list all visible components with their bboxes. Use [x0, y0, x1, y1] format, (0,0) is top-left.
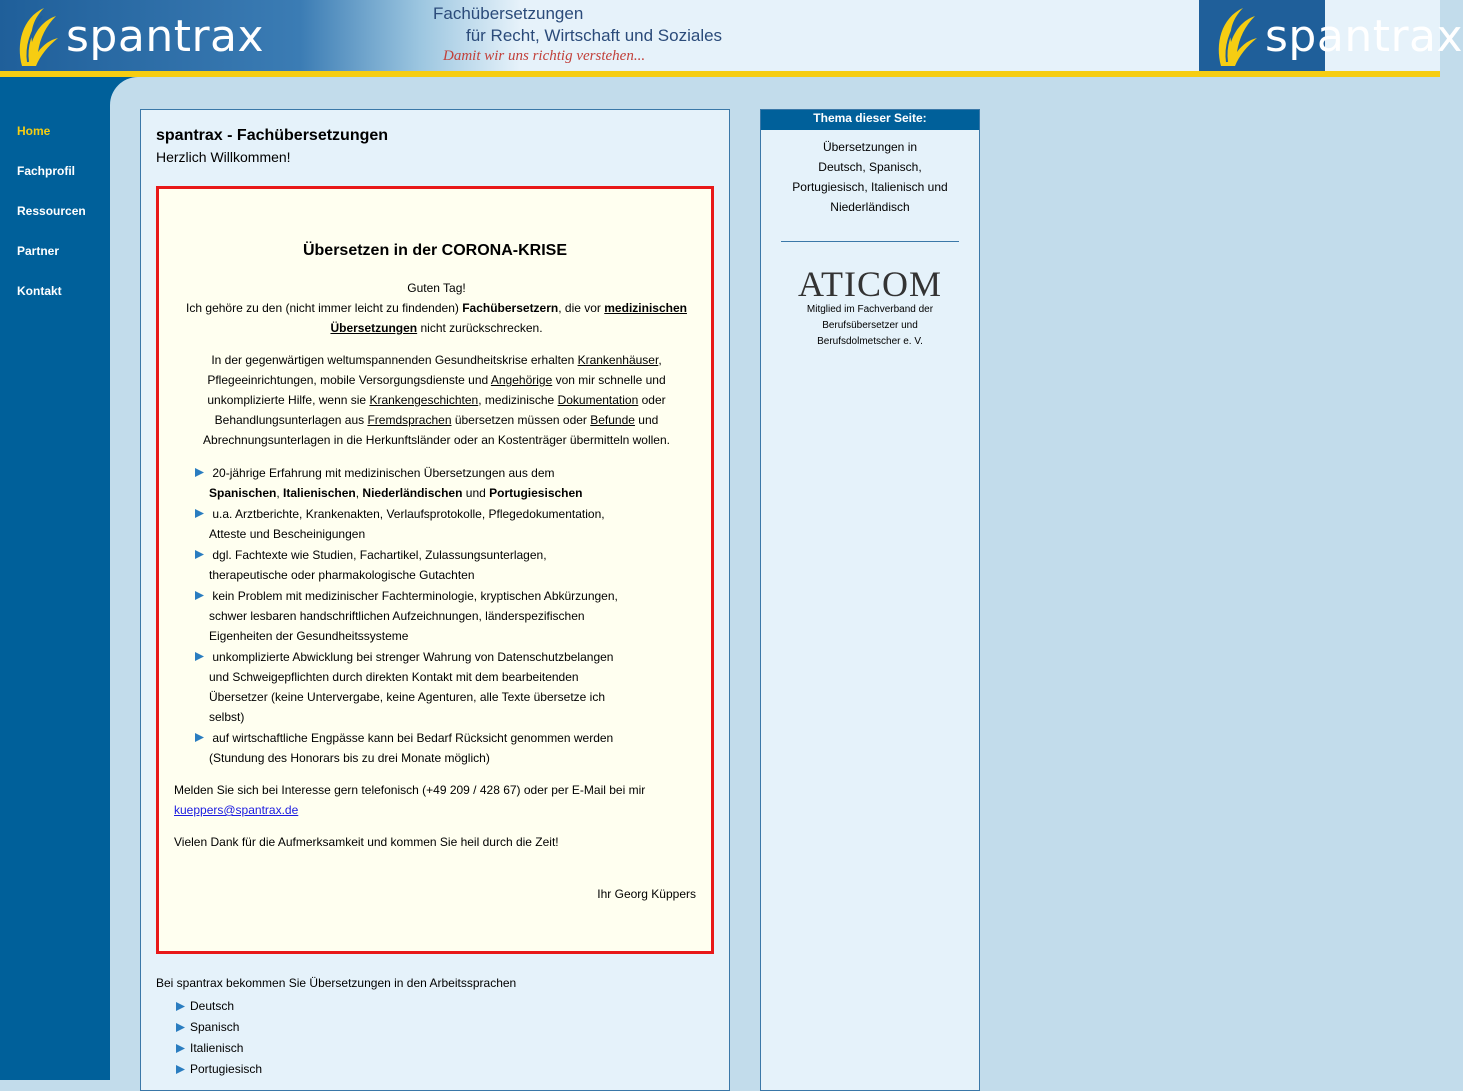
paragraph-text: oder Behandlungsunterlagen aus	[214, 393, 666, 427]
header-divider	[0, 71, 1440, 77]
bullet-arrow-icon	[176, 1002, 185, 1011]
notice-intro	[169, 278, 704, 338]
thanks-text: Vielen Dank für die Aufmerksamkeit und kommen Sie heil durch die Zeit!	[174, 835, 559, 849]
email-link[interactable]: kueppers@spantrax.de	[174, 803, 299, 817]
member-line: Berufsübersetzer und	[822, 320, 918, 331]
main-content	[140, 109, 730, 1091]
topic-line: Portugiesisch, Italienisch und	[792, 180, 948, 194]
paragraph-text: , medizinische	[478, 393, 558, 407]
languages-intro: Bei spantrax bekommen Sie Übersetzungen in den Arbeitssprachen	[156, 976, 517, 990]
nav-item-home[interactable]: Home	[17, 124, 51, 138]
bullet-arrow-icon	[195, 550, 204, 559]
topic-heading: Thema dieser Seite:	[761, 110, 979, 130]
list-text: und	[462, 486, 490, 500]
language-label: Spanisch	[190, 1020, 240, 1034]
sidebar-nav	[0, 77, 110, 1080]
topic-line: Deutsch, Spanisch,	[818, 160, 922, 174]
bullet-arrow-icon	[176, 1044, 185, 1053]
list-item	[176, 1038, 262, 1059]
list-item	[195, 504, 625, 544]
list-text: dgl. Fachtexte wie Studien, Fachartikel, Zulassungsunterlagen, therapeutische oder pharmakologische Gutachten	[209, 548, 547, 582]
link-medizinische-uebersetzungen[interactable]: medizinischen Übersetzungen	[330, 301, 687, 335]
list-text: 20-jährige Erfahrung mit medizinischen Übersetzungen aus dem	[212, 466, 555, 480]
site-header	[0, 0, 1463, 72]
notice-paragraph	[199, 350, 674, 450]
slogan: Damit wir uns richtig verstehen...	[443, 48, 646, 64]
tagline-line-2: für Recht, Wirtschaft und Soziales	[466, 26, 723, 45]
corona-notice-box	[156, 186, 714, 954]
bullet-arrow-icon	[195, 468, 204, 477]
list-text: kein Problem mit medizinischer Fachterminologie, kryptischen Abkürzungen, schwer lesbaren handschriftlichen Aufzeichnungen, länderspezifischen Eigenheiten der Gesundheitssysteme	[209, 589, 618, 643]
feather-logo-icon	[14, 4, 60, 68]
list-item	[195, 586, 625, 646]
bullet-arrow-icon	[195, 652, 204, 661]
member-line: Mitglied im Fachverband der	[806, 304, 934, 315]
list-text: ,	[276, 486, 284, 500]
nav-item-fachprofil[interactable]: Fachprofil	[17, 164, 76, 178]
bullet-arrow-icon	[195, 591, 204, 600]
nav-item-kontakt[interactable]: Kontakt	[17, 284, 62, 298]
repeated-logo	[1199, 0, 1463, 72]
intro-text: nicht zurückschrecken.	[417, 321, 543, 335]
list-item	[176, 996, 262, 1017]
topic-line: Übersetzungen in	[822, 140, 918, 154]
contact-paragraph	[174, 780, 694, 820]
link-dokumentation[interactable]: Dokumentation	[557, 393, 639, 407]
notice-heading: Übersetzen in der CORONA-KRISE	[302, 242, 568, 259]
bullet-arrow-icon	[176, 1065, 185, 1074]
member-line: Berufsdolmetscher e. V.	[817, 336, 923, 347]
logo-text: spantrax	[66, 10, 265, 62]
link-fremdsprachen[interactable]: Fremdsprachen	[367, 413, 452, 427]
page-subtitle: Herzlich Willkommen!	[156, 149, 291, 165]
list-text: auf wirtschaftliche Engpässe kann bei Bedarf Rücksicht genommen werden (Stundung des Honorars bis zu drei Monate möglich)	[209, 731, 614, 765]
languages-list	[176, 996, 262, 1080]
paragraph-text: von mir schnelle und unkomplizierte Hilfe, wenn sie	[207, 373, 666, 407]
list-bold: Portugiesischen	[489, 486, 583, 500]
membership-text	[761, 302, 979, 350]
list-text: unkomplizierte Abwicklung bei strenger Wahrung von Datenschutzbelangen und Schweigepflichten durch direkten Kontakt mit dem bearbeitenden Übersetzer (keine Untervergabe, keine Agenturen, alle Texte übersetze ich selbst)	[209, 650, 614, 724]
tagline-line-1: Fachübersetzungen	[433, 4, 584, 23]
page-title: spantrax - Fachübersetzungen	[156, 127, 389, 144]
aticom-logo[interactable]	[795, 264, 945, 304]
intro-text: Ich gehöre zu den (nicht immer leicht zu findenden)	[186, 301, 463, 315]
spantrax-logo[interactable]	[14, 2, 264, 70]
link-angehoerige[interactable]: Angehörige	[490, 373, 553, 387]
list-text: u.a. Arztberichte, Krankenakten, Verlaufsprotokolle, Pflegedokumentation, Atteste und Bescheinigungen	[209, 507, 605, 541]
greeting-text: Guten Tag!	[407, 281, 466, 295]
bullet-arrow-icon	[195, 733, 204, 742]
aticom-logo-text: ATICOM	[797, 264, 943, 304]
list-item	[195, 545, 625, 585]
list-item	[195, 728, 625, 768]
topic-text	[761, 137, 979, 217]
logo-text: spantrax	[1265, 10, 1463, 62]
feather-logo-icon	[1213, 4, 1259, 68]
bullet-arrow-icon	[195, 509, 204, 518]
paragraph-text: und Abrechnungsunterlagen in die Herkunftsländer oder an Kostenträger übermitteln wollen.	[203, 413, 670, 447]
intro-text: , die vor	[558, 301, 605, 315]
list-text: ,	[355, 486, 363, 500]
list-item	[195, 463, 625, 503]
link-krankengeschichten[interactable]: Krankengeschichten	[369, 393, 479, 407]
language-label: Deutsch	[190, 999, 235, 1013]
list-bold: Niederländischen	[362, 486, 463, 500]
list-bold: Italienischen	[283, 486, 356, 500]
topic-panel	[760, 109, 980, 1091]
divider	[781, 241, 959, 242]
language-label: Portugiesisch	[190, 1062, 263, 1076]
bullet-arrow-icon	[176, 1023, 185, 1032]
language-label: Italienisch	[190, 1041, 244, 1055]
link-krankenhaeuser[interactable]: Krankenhäuser	[577, 353, 659, 367]
list-item	[176, 1017, 262, 1038]
paragraph-text: In der gegenwärtigen weltumspannenden Gesundheitskrise erhalten	[211, 353, 578, 367]
list-item	[176, 1059, 262, 1080]
contact-text: Melden Sie sich bei Interesse gern telefonisch (+49 209 / 428 67) oder per E-Mail bei mir	[174, 783, 646, 797]
topic-line: Niederländisch	[830, 200, 910, 214]
list-item	[195, 647, 625, 727]
nav-item-partner[interactable]: Partner	[17, 244, 60, 258]
paragraph-text: übersetzen müssen oder	[451, 413, 591, 427]
link-befunde[interactable]: Befunde	[590, 413, 635, 427]
service-list	[195, 463, 625, 769]
paragraph-text: , Pflegeeinrichtungen, mobile Versorgungsdienste und	[207, 353, 662, 387]
intro-bold: Fachübersetzern	[462, 301, 559, 315]
list-bold: Spanischen	[209, 486, 277, 500]
nav-item-ressourcen[interactable]: Ressourcen	[17, 204, 86, 218]
signature: Ihr Georg Küppers	[597, 887, 696, 901]
